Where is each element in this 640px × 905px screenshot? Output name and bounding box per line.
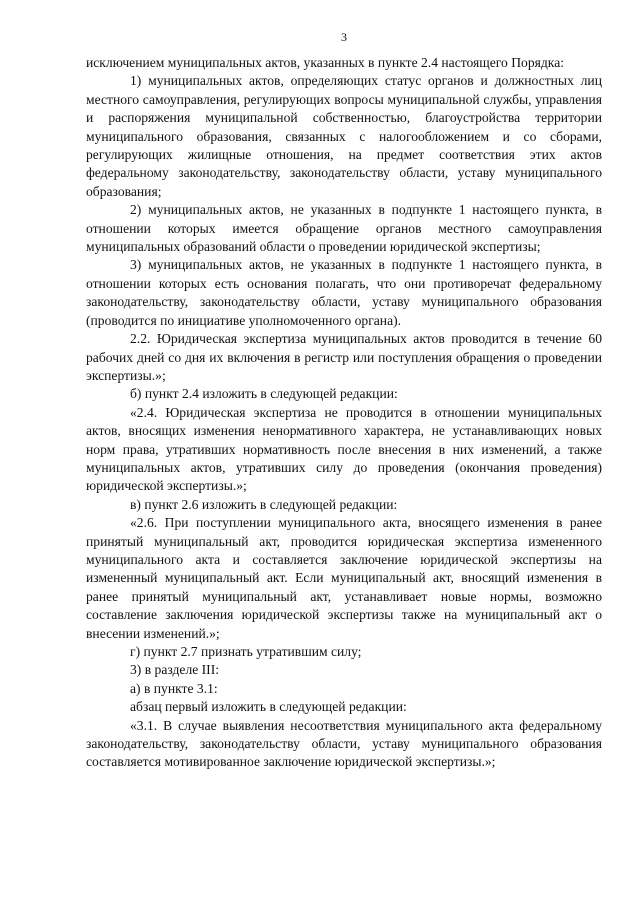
paragraph-amendment-v: в) пункт 2.6 изложить в следующей редакции: — [130, 496, 398, 512]
paragraph-amendment-g: г) пункт 2.7 признать утратившим силу; — [130, 644, 362, 659]
paragraph-section-3: 3) в разделе III: — [130, 662, 220, 678]
paragraph-item-3: 3) муниципальных актов, не указанных в подпункте 1 настоящего пункта, в отношении которых есть основания полагать, что они противоречат федеральному законодательству, законодательству области, уставу муниципального образования (проводится по инициативе уполномоченного органа). — [86, 257, 602, 328]
paragraph-clause-2-6: «2.6. При поступлении муниципального акта, вносящего изменения в ранее принятый муниципальный акт, проводится юридическая экспертиза измененного муниципального акта и составляется заключение юридической экспертизы на измененный муниципальный акт. Если муниципальный акт, вносящий изменения в ранее принятый муниципальный акт, устанавливает новые нормы, возможно составление заключения юридической экспертизы также на муниципальный акт о внесении изменений.»; — [86, 515, 602, 641]
paragraph-clause-2-2: 2.2. Юридическая экспертиза муниципальных актов проводится в течение 60 рабочих дней со дня их включения в регистр или поступления обращения о проведении экспертизы.»; — [86, 331, 602, 383]
paragraph-amendment-b: б) пункт 2.4 изложить в следующей редакции: — [130, 386, 398, 402]
paragraph-amendment-a: а) в пункте 3.1: — [130, 680, 218, 696]
paragraph-continuation: исключением муниципальных актов, указанных в пункте 2.4 настоящего Порядка: — [86, 55, 565, 70]
document-body — [86, 54, 602, 772]
paragraph-item-2: 2) муниципальных актов, не указанных в подпункте 1 настоящего пункта, в отношении которых имеется обращение органов местного самоуправления муниципальных образований области о проведении юридической экспертизы; — [86, 202, 602, 255]
paragraph-first-abzac: абзац первый изложить в следующей редакции: — [130, 699, 407, 715]
paragraph-clause-3-1: «3.1. В случае выявления несоответствия муниципального акта федеральному законодательству, законодательству области, уставу муниципального образования составляется мотивированное заключение юридической экспертизы.»; — [86, 717, 602, 770]
page-number: 3 — [341, 30, 347, 44]
paragraph-item-1: 1) муниципальных актов, определяющих статус органов и должностных лиц местного самоуправления, регулирующих вопросы муниципальной службы, управления и распоряжения муниципальной собственностью, благоустройства территории муниципального образования, связанных с налогообложением и со сборами, регулирующих жилищные отношения, на предмет соответствия этих актов федеральному законодательству, законодательству области, уставу муниципального образования; — [86, 73, 602, 199]
paragraph-clause-2-4: «2.4. Юридическая экспертиза не проводится в отношении муниципальных актов, вносящих изменения ненормативного характера, не устанавливающих новых норм права, утративших нормативность после внесения в них изменений, а также муниципальных актов, утративших силу до проведения (окончания проведения) юридической экспертизы.»; — [86, 404, 602, 494]
